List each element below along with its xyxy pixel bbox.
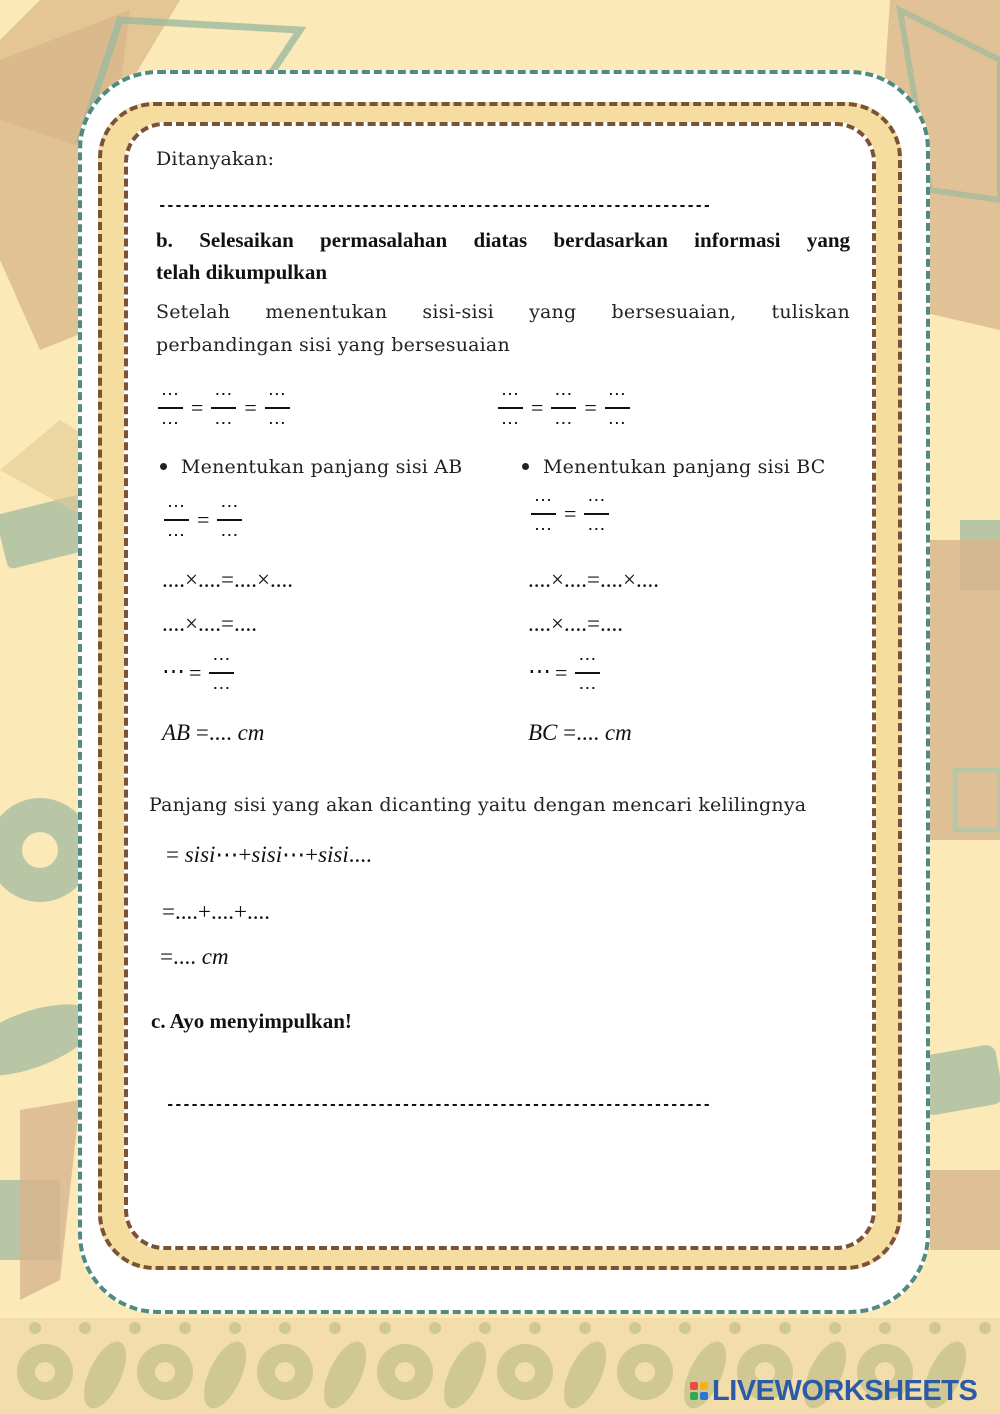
bullet-icon	[160, 463, 167, 470]
bc-result[interactable]: BC =.... cm	[528, 720, 632, 745]
answer-line-bottom[interactable]: -------------------------------------------------------------------	[166, 1097, 711, 1113]
fraction[interactable]: $\frac{\cdots}{\cdots}$	[211, 385, 236, 432]
perimeter-text: Panjang sisi yang akan dicanting yaitu dengan mencari kelilingnya	[149, 794, 807, 816]
fraction[interactable]: $\frac{\cdots}{\cdots}$	[209, 650, 234, 697]
instruction-line2: perbandingan sisi yang bersesuaian	[156, 334, 510, 356]
instruction-line1: Setelah menentukan sisi-sisi yang bersesuaian, tuliskan	[156, 301, 850, 323]
bc-division[interactable]: ⋯ = $\frac{\cdots}{\cdots}$	[528, 650, 604, 697]
ratio-equation-right: $\frac{\cdots}{\cdots}$ = $\frac{\cdots}{\cdots}$ = $\frac{\cdots}{\cdots}$	[494, 385, 634, 432]
ab-result[interactable]: AB =.... cm	[162, 720, 265, 745]
section-c-title: c. Ayo menyimpulkan!	[151, 1009, 352, 1033]
fraction[interactable]: $\frac{\cdots}{\cdots}$	[551, 385, 576, 432]
ab-division[interactable]: ⋯ = $\frac{\cdots}{\cdots}$	[162, 650, 238, 697]
fraction[interactable]: $\frac{\cdots}{\cdots}$	[498, 385, 523, 432]
logo-mark-icon	[690, 1382, 708, 1400]
bc-heading: Menentukan panjang sisi BC	[522, 456, 826, 478]
fraction[interactable]: $\frac{\cdots}{\cdots}$	[164, 497, 189, 544]
bullet-icon	[522, 463, 529, 470]
fraction[interactable]: $\frac{\cdots}{\cdots}$	[217, 497, 242, 544]
bc-proportion: $\frac{\cdots}{\cdots}$ = $\frac{\cdots}{\cdots}$	[527, 491, 613, 538]
fraction[interactable]: $\frac{\cdots}{\cdots}$	[575, 650, 600, 697]
liveworksheets-logo[interactable]	[690, 1374, 977, 1408]
fraction[interactable]: $\frac{\cdots}{\cdots}$	[531, 491, 556, 538]
fraction[interactable]: $\frac{\cdots}{\cdots}$	[584, 491, 609, 538]
perimeter-formula: = sisi⋯+sisi⋯+sisi....	[166, 842, 372, 867]
perimeter-sum[interactable]: =....+....+....	[162, 899, 270, 924]
fraction[interactable]: $\frac{\cdots}{\cdots}$	[605, 385, 630, 432]
ab-cross-multiply[interactable]: ....×....=....×....	[162, 567, 293, 592]
fraction[interactable]: $\frac{\cdots}{\cdots}$	[265, 385, 290, 432]
fraction[interactable]: $\frac{\cdots}{\cdots}$	[158, 385, 183, 432]
ab-heading: Menentukan panjang sisi AB	[160, 456, 462, 478]
bc-cross-multiply[interactable]: ....×....=....×....	[528, 567, 659, 592]
asked-label: Ditanyakan:	[156, 148, 275, 170]
logo-text: LIVEWORKSHEETS	[712, 1374, 978, 1407]
answer-line-top[interactable]: --------------------------------------------------------------------	[158, 198, 711, 214]
ab-product[interactable]: ....×....=....	[162, 611, 257, 636]
bc-product[interactable]: ....×....=....	[528, 611, 623, 636]
section-b-title-line1: b. Selesaikan permasalahan diatas berdasarkan informasi yang	[156, 228, 850, 252]
perimeter-result[interactable]: =.... cm	[160, 944, 229, 969]
ratio-equation-left: $\frac{\cdots}{\cdots}$ = $\frac{\cdots}{\cdots}$ = $\frac{\cdots}{\cdots}$	[154, 385, 294, 432]
ab-proportion: $\frac{\cdots}{\cdots}$ = $\frac{\cdots}{\cdots}$	[160, 497, 246, 544]
section-b-title-line2: telah dikumpulkan	[156, 260, 327, 284]
